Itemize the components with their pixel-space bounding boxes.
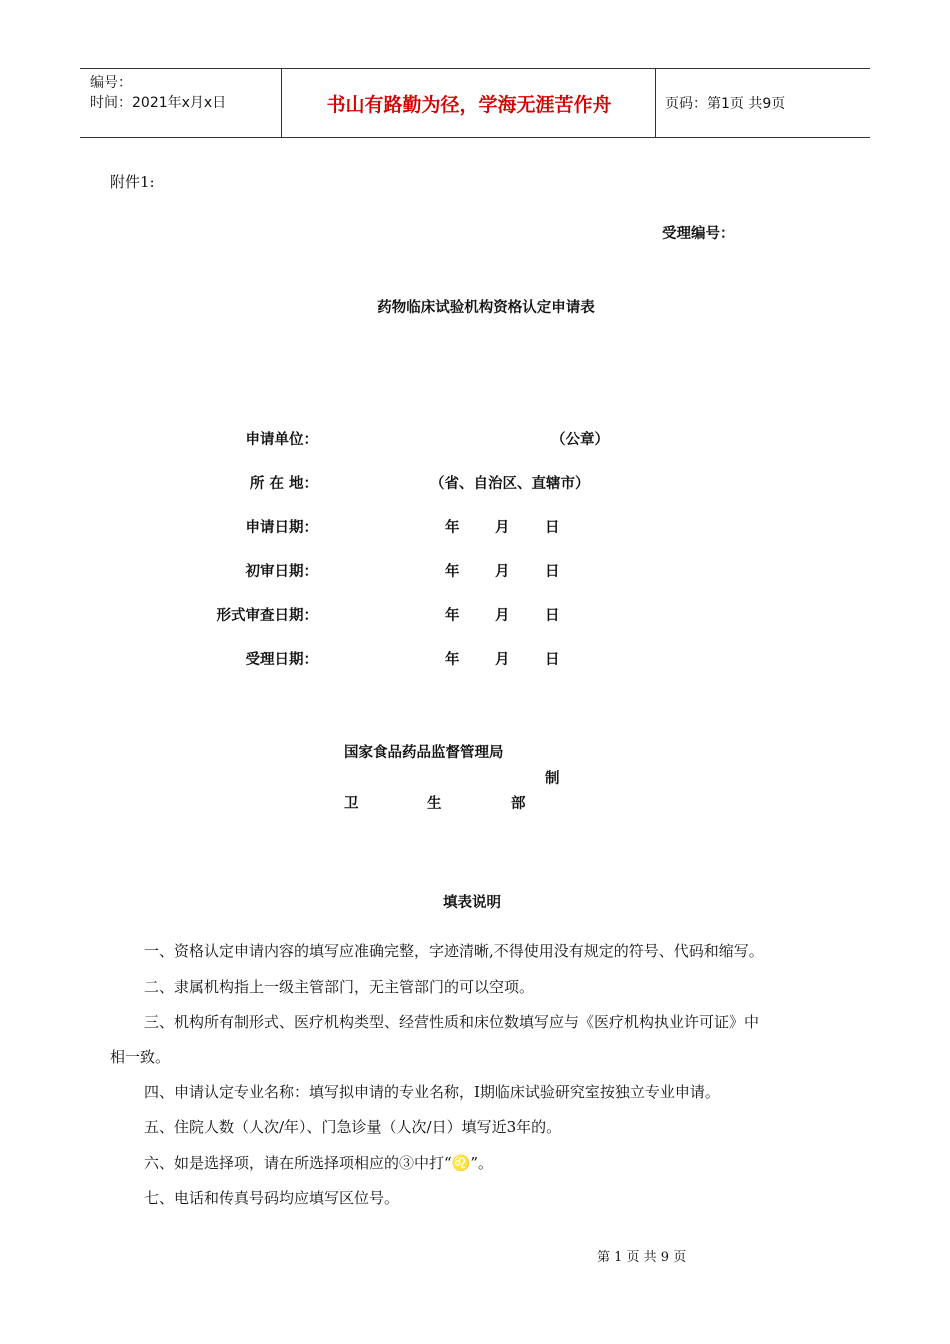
header-divider bbox=[655, 69, 656, 137]
date-day: 日 bbox=[545, 608, 560, 624]
issuer-made: 制 bbox=[545, 771, 560, 787]
field-label-location: 所 在 地： bbox=[249, 476, 318, 492]
page-footer: 第 1 页 共 9 页 bbox=[597, 1250, 687, 1265]
issuer-sfda: 国家食品药品监督管理局 bbox=[344, 745, 504, 761]
date-month: 月 bbox=[495, 652, 510, 668]
date-year: 年 bbox=[445, 652, 460, 668]
instruction-item: 一、资格认定申请内容的填写应准确完整，字迹清晰,不得使用没有规定的符号、代码和缩写。 bbox=[144, 942, 764, 960]
form-title: 药物临床试验机构资格认定申请表 bbox=[377, 300, 595, 316]
number-label: 编号： bbox=[90, 75, 132, 91]
field-label-applicant: 申请单位： bbox=[245, 432, 318, 448]
date-month: 月 bbox=[495, 608, 510, 624]
issuer-sheng: 生 bbox=[427, 796, 442, 812]
issuer-wei: 卫 bbox=[344, 796, 359, 812]
field-value-seal: （公章） bbox=[551, 432, 609, 448]
date-month: 月 bbox=[495, 520, 510, 536]
header-meta bbox=[90, 73, 226, 113]
date-month: 月 bbox=[495, 564, 510, 580]
field-label-apply-date: 申请日期： bbox=[245, 520, 318, 536]
field-value-province: （省、自治区、直辖市） bbox=[430, 476, 590, 492]
header-slogan: 书山有路勤为径，学海无涯苦作舟 bbox=[326, 93, 612, 116]
issuer-bu: 部 bbox=[511, 796, 526, 812]
instructions-title: 填表说明 bbox=[443, 895, 501, 911]
field-label-acceptance-date: 受理日期： bbox=[245, 652, 318, 668]
date-year: 年 bbox=[445, 608, 460, 624]
instruction-item: 二、隶属机构指上一级主管部门，无主管部门的可以空项。 bbox=[144, 978, 535, 996]
instruction-item: 三、机构所有制形式、医疗机构类型、经营性质和床位数填写应与《医疗机构执业许可证》中 bbox=[144, 1013, 760, 1031]
header-divider bbox=[281, 69, 282, 137]
date-day: 日 bbox=[545, 520, 560, 536]
instruction-item-continued: 相一致。 bbox=[110, 1048, 171, 1066]
field-label-formal-review-date: 形式审查日期： bbox=[216, 608, 318, 624]
date-day: 日 bbox=[545, 652, 560, 668]
page-header bbox=[80, 68, 870, 138]
attachment-label: 附件1: bbox=[110, 173, 155, 191]
instruction-item: 五、住院人数（人次/年）、门急诊量（人次/日）填写近3年的。 bbox=[144, 1118, 562, 1136]
date-year: 年 bbox=[445, 564, 460, 580]
date-day: 日 bbox=[545, 564, 560, 580]
acceptance-number-label: 受理编号： bbox=[662, 226, 735, 242]
instruction-item: 四、申请认定专业名称：填写拟申请的专业名称，I期临床试验研究室按独立专业申请。 bbox=[144, 1083, 720, 1101]
instruction-item: 六、如是选择项，请在所选择项相应的③中打“♌”。 bbox=[144, 1154, 494, 1172]
instruction-item: 七、电话和传真号码均应填写区位号。 bbox=[144, 1189, 400, 1207]
field-label-initial-review-date: 初审日期： bbox=[245, 564, 318, 580]
time-label: 时间：2021年x月x日 bbox=[90, 95, 227, 111]
date-year: 年 bbox=[445, 520, 460, 536]
header-page-info: 页码：第1页 共9页 bbox=[665, 96, 786, 112]
